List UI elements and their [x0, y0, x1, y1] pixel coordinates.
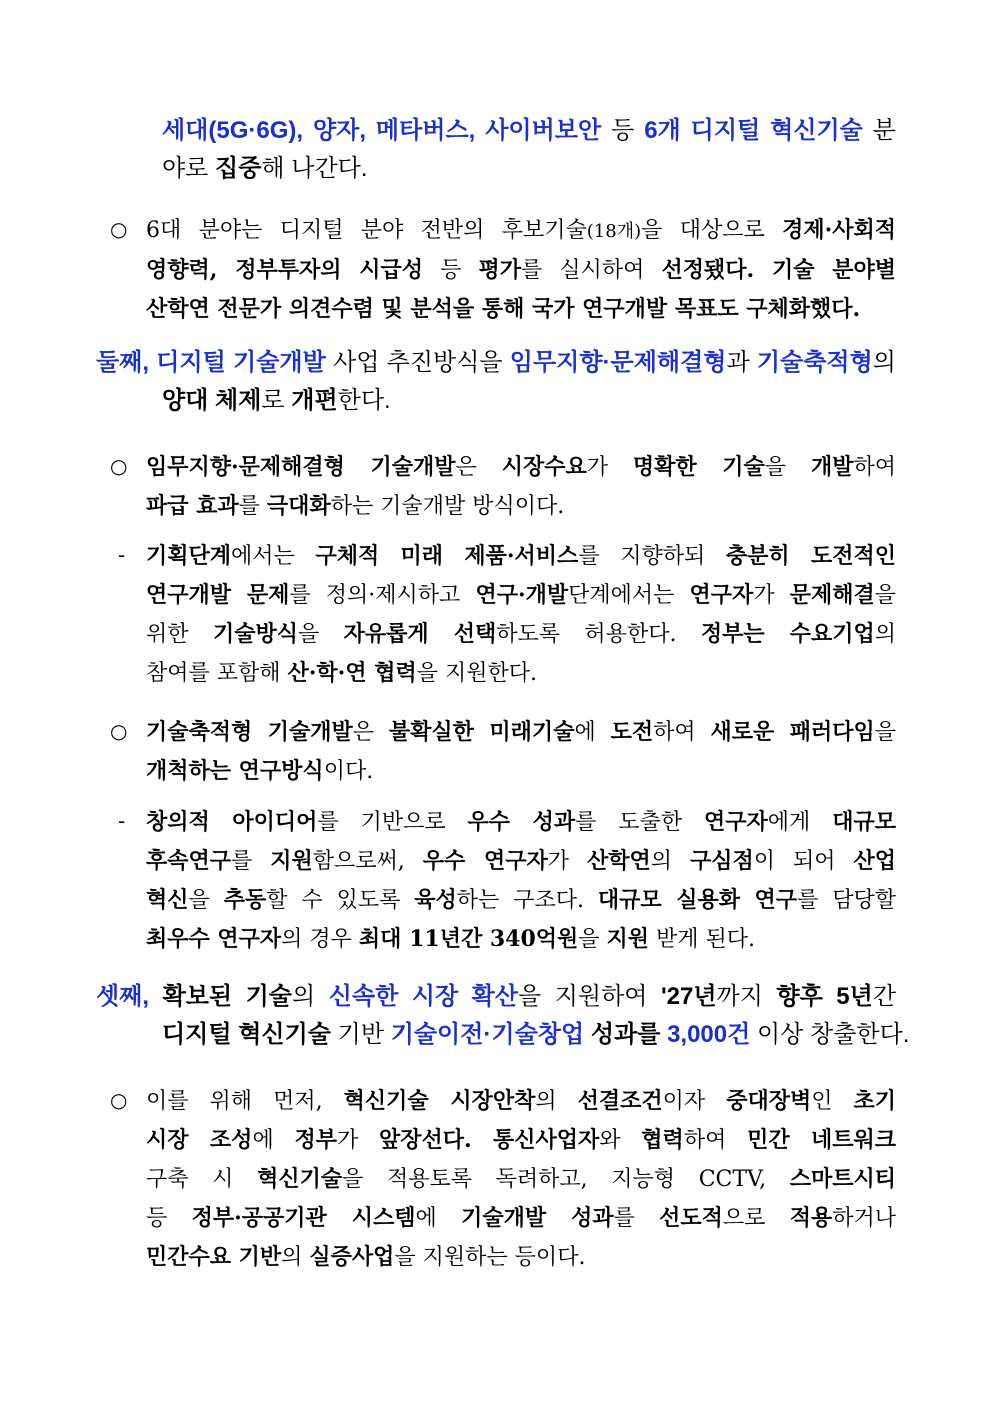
- text-run: 간: [872, 983, 897, 1010]
- bullet-item-market-creation: [146, 1082, 896, 1277]
- text-run: 하는 구조다.: [456, 888, 598, 913]
- text-run: 받게 된다.: [649, 927, 756, 952]
- text-run: 에서는: [231, 544, 316, 569]
- text-run: 가: [547, 849, 587, 874]
- text-line: [146, 803, 896, 842]
- text-run: 최대 11년간 340억원: [358, 926, 579, 952]
- text-run: 혁신기술: [257, 1166, 343, 1192]
- text-run: 산학연 전문가 의견수렴 및 분석을 통해: [146, 296, 532, 322]
- text-run: 기술이전·기술창업: [390, 1021, 585, 1048]
- text-run: 선결조건: [577, 1088, 663, 1114]
- text-line: [146, 752, 896, 791]
- text-run: 의: [535, 1089, 578, 1114]
- text-run: 문제해결: [789, 582, 875, 608]
- text-run: 초기: [853, 1088, 897, 1114]
- bullet-marker: ○: [110, 1088, 128, 1112]
- text-run: 혁신기술 시장안착: [343, 1088, 536, 1114]
- text-line: [146, 1238, 896, 1277]
- text-run: 을: [188, 888, 224, 913]
- text-run: 국가 연구개발 목표도 구체화했다.: [532, 296, 861, 322]
- dash-marker: -: [118, 809, 126, 833]
- text-run: 자유롭게 선택: [343, 621, 497, 647]
- text-run: 를: [613, 1206, 660, 1231]
- text-run: 을 지원한다.: [416, 661, 537, 686]
- text-run: 할 수 있도록: [266, 888, 415, 913]
- text-run: 산·학·연 협력: [287, 660, 417, 686]
- text-run: 창의적 아이디어: [146, 809, 318, 835]
- text-line: [146, 537, 896, 576]
- text-run: 정부: [294, 1127, 337, 1153]
- text-run: 로: [261, 387, 292, 414]
- text-run: 혁신: [146, 887, 189, 913]
- text-run: 인: [811, 1089, 854, 1114]
- text-run: 참여를 포함해: [146, 661, 288, 686]
- text-run: [584, 1021, 591, 1048]
- text-run: 산학연: [586, 848, 651, 874]
- text-run: 에: [574, 720, 611, 745]
- text-run: 사업 추진방식을: [325, 349, 510, 376]
- section-line: [96, 344, 896, 382]
- text-line: [146, 881, 896, 920]
- text-run: 중대장벽: [726, 1088, 812, 1114]
- text-run: 야로: [162, 155, 216, 182]
- text-run: 산업: [853, 848, 896, 874]
- text-run: 이다.: [323, 759, 374, 784]
- dash-item-creative-idea: [146, 803, 896, 959]
- text-run: 기술축적형 기술개발: [146, 719, 353, 745]
- text-run: 도전: [610, 719, 654, 745]
- text-run: 기술축적형: [756, 349, 873, 376]
- text-run: 을: [578, 927, 607, 952]
- text-run: 와: [599, 1128, 642, 1153]
- text-run: 평가: [478, 257, 521, 283]
- text-run: 정부·공공기관 시스템: [191, 1205, 416, 1231]
- section-line: [96, 978, 896, 1016]
- text-run: 연구자: [704, 809, 768, 835]
- text-line: [146, 615, 896, 654]
- text-run: 가: [753, 583, 790, 608]
- text-run: 스마트시티: [789, 1166, 896, 1192]
- text-run: 에게: [767, 810, 833, 835]
- text-run: 충분히 도전적인: [725, 543, 897, 569]
- text-line: [146, 1160, 896, 1199]
- text-run: 를 담당할: [797, 888, 897, 913]
- text-run: 를 도출한: [575, 810, 705, 835]
- text-run: 선도적: [659, 1205, 723, 1231]
- dash-item-planning-stage: [146, 537, 896, 693]
- text-run: 양대 체제: [162, 387, 262, 414]
- text-run: 정부는 수요기업: [700, 621, 875, 647]
- text-run: 을: [764, 455, 811, 480]
- text-run: 세대(5G·6G), 양자, 메타버스, 사이버보안: [162, 117, 602, 144]
- text-run: 확보된 기술: [162, 983, 292, 1010]
- text-run: 등: [423, 258, 479, 283]
- text-run: 이를 위해 먼저,: [146, 1089, 344, 1114]
- text-run: 우수 성과: [467, 809, 576, 835]
- text-run: 디지털 혁신기술: [162, 1021, 331, 1048]
- text-run: 이상 창출한다.: [750, 1021, 910, 1048]
- text-run: (18개): [586, 221, 642, 242]
- text-run: 최우수 연구자: [146, 926, 282, 952]
- text-run: 앞장선다. 통신사업자: [378, 1127, 600, 1153]
- text-run: 를 실시하여: [521, 258, 662, 283]
- text-run: 지원: [270, 848, 313, 874]
- text-run: 민간 네트워크: [747, 1127, 897, 1153]
- text-run: 하는 기술개발 방식이다.: [330, 494, 565, 519]
- text-run: 6대 분야는 디지털 분야 전반의 후보기술: [146, 218, 587, 243]
- bullet-item-6-fields: [146, 211, 896, 329]
- text-run: 신속한 시장 확산: [328, 983, 519, 1010]
- text-run: 3,000건: [667, 1021, 751, 1048]
- section-line: [96, 382, 896, 420]
- text-run: 개편: [291, 387, 338, 414]
- text-line: [146, 448, 896, 487]
- text-line: [146, 713, 896, 752]
- text-run: 시장수요: [501, 454, 587, 480]
- text-run: 하여: [683, 1128, 748, 1153]
- text-run: 을 대상으로: [641, 218, 783, 243]
- text-run: 시장 조성: [146, 1127, 253, 1153]
- text-run: 구축 시: [146, 1167, 258, 1192]
- text-run: 를: [231, 849, 271, 874]
- text-line: [146, 290, 896, 329]
- text-run: 셋째,: [96, 983, 150, 1010]
- text-run: 대규모 실용화 연구: [597, 887, 798, 913]
- text-run: 지원: [606, 926, 650, 952]
- text-run: 실증사업: [309, 1244, 395, 1270]
- text-run: 집중: [215, 155, 262, 182]
- text-run: [149, 983, 163, 1010]
- text-run: 의: [874, 622, 896, 647]
- text-line: [146, 576, 896, 615]
- text-run: 까지: [716, 983, 777, 1010]
- text-run: 구심점: [689, 848, 754, 874]
- text-run: 으로: [722, 1206, 790, 1231]
- text-run: 경제·사회적: [782, 217, 897, 243]
- text-run: 하거나: [832, 1206, 897, 1231]
- text-line: [146, 1121, 896, 1160]
- text-run: 후속연구: [146, 848, 232, 874]
- text-run: 을: [874, 583, 897, 608]
- text-run: 기술개발 성과: [461, 1205, 614, 1231]
- text-run: 연구개발 문제: [146, 582, 290, 608]
- text-run: 협력: [641, 1127, 684, 1153]
- text-run: 을 적용토록 독려하고, 지능형 CCTV,: [342, 1167, 790, 1192]
- text-line: [146, 211, 896, 251]
- text-run: 영향력, 정부투자의 시급성: [146, 257, 423, 283]
- text-run: 명확한 기술: [632, 454, 765, 480]
- text-run: 하여: [653, 720, 711, 745]
- text-run: 위한: [146, 622, 213, 647]
- text-run: 을 지원하여: [518, 983, 661, 1010]
- text-run: 의: [650, 849, 690, 874]
- text-run: 이 되어: [753, 849, 854, 874]
- text-run: 과: [726, 349, 757, 376]
- text-run: 민간수요 기반: [146, 1244, 282, 1270]
- text-run: 은: [352, 720, 389, 745]
- text-run: 6개 디지털 혁신기술: [644, 117, 863, 144]
- text-run: 대규모: [832, 809, 897, 835]
- text-run: 의: [292, 983, 329, 1010]
- text-run: 기반: [330, 1021, 391, 1048]
- text-line: [146, 1199, 896, 1238]
- text-run: 의: [281, 1245, 310, 1270]
- text-run: 불확실한 미래기술: [388, 719, 575, 745]
- text-run: 적용: [789, 1205, 833, 1231]
- section-line: [96, 1016, 910, 1054]
- text-line: [146, 251, 896, 290]
- text-run: 임무지향·문제해결형: [509, 349, 727, 376]
- intro-line: [162, 112, 896, 150]
- dash-marker: -: [118, 543, 126, 567]
- text-run: 개척하는 연구방식: [146, 758, 324, 784]
- text-run: 을: [297, 622, 344, 647]
- text-run: 를 기반으로: [317, 810, 468, 835]
- text-run: 단계에서는: [568, 583, 690, 608]
- bullet-marker: ○: [110, 719, 128, 743]
- text-run: 이자: [662, 1089, 727, 1114]
- text-run: 연구·개발: [475, 582, 569, 608]
- section-heading-second: [96, 344, 896, 420]
- text-run: 의 경우: [281, 927, 359, 952]
- text-run: 임무지향·문제해결형 기술개발: [146, 454, 456, 480]
- text-run: 함으로써,: [312, 849, 423, 874]
- text-run: 등: [601, 117, 645, 144]
- text-run: 둘째, 디지털 기술개발: [96, 349, 326, 376]
- text-run: 를: [238, 494, 267, 519]
- text-run: 구체적 미래 제품·서비스: [315, 543, 579, 569]
- text-run: 를 지향하되: [578, 544, 726, 569]
- text-run: 에: [252, 1128, 295, 1153]
- bullet-marker: ○: [110, 217, 128, 241]
- text-run: 가: [336, 1128, 379, 1153]
- text-line: [146, 654, 896, 693]
- intro-line: [162, 150, 896, 188]
- bullet-marker: ○: [110, 454, 128, 478]
- text-line: [146, 920, 896, 959]
- text-run: 연구자: [689, 582, 754, 608]
- text-run: 해 나간다.: [261, 155, 368, 182]
- text-line: [146, 842, 896, 881]
- text-run: 기획단계: [146, 543, 232, 569]
- text-run: 개발: [810, 454, 854, 480]
- text-run: 선정됐다. 기술 분야별: [661, 257, 896, 283]
- text-line: [146, 487, 896, 526]
- text-run: 을 지원하는 등이다.: [394, 1245, 586, 1270]
- text-run: 등: [146, 1206, 192, 1231]
- intro-item: [162, 112, 896, 188]
- text-run: 의: [872, 349, 896, 376]
- text-run: 파급 효과: [146, 493, 239, 519]
- text-run: 극대화: [266, 493, 331, 519]
- text-run: 우수 연구자: [422, 848, 548, 874]
- text-run: 향후 5년: [776, 983, 873, 1010]
- text-run: 은: [455, 455, 502, 480]
- text-run: 를 정의·제시하고: [289, 583, 476, 608]
- bullet-item-tech-accumulation: [146, 713, 896, 791]
- text-run: 기술방식: [212, 621, 298, 647]
- text-run: 성과를: [590, 1021, 661, 1048]
- section-heading-third: [96, 978, 910, 1054]
- text-run: 가: [586, 455, 633, 480]
- text-run: 에: [415, 1206, 462, 1231]
- text-run: '27년: [660, 983, 717, 1010]
- text-run: 추동: [223, 887, 267, 913]
- text-line: [146, 1082, 896, 1121]
- text-run: 을: [874, 720, 896, 745]
- bullet-item-mission-oriented: [146, 448, 896, 526]
- text-run: 하도록 허용한다.: [496, 622, 701, 647]
- text-run: 한다.: [337, 387, 391, 414]
- text-run: 하여: [853, 455, 896, 480]
- text-run: 새로운 패러다임: [710, 719, 875, 745]
- text-run: 육성: [414, 887, 457, 913]
- text-run: 분: [862, 117, 896, 144]
